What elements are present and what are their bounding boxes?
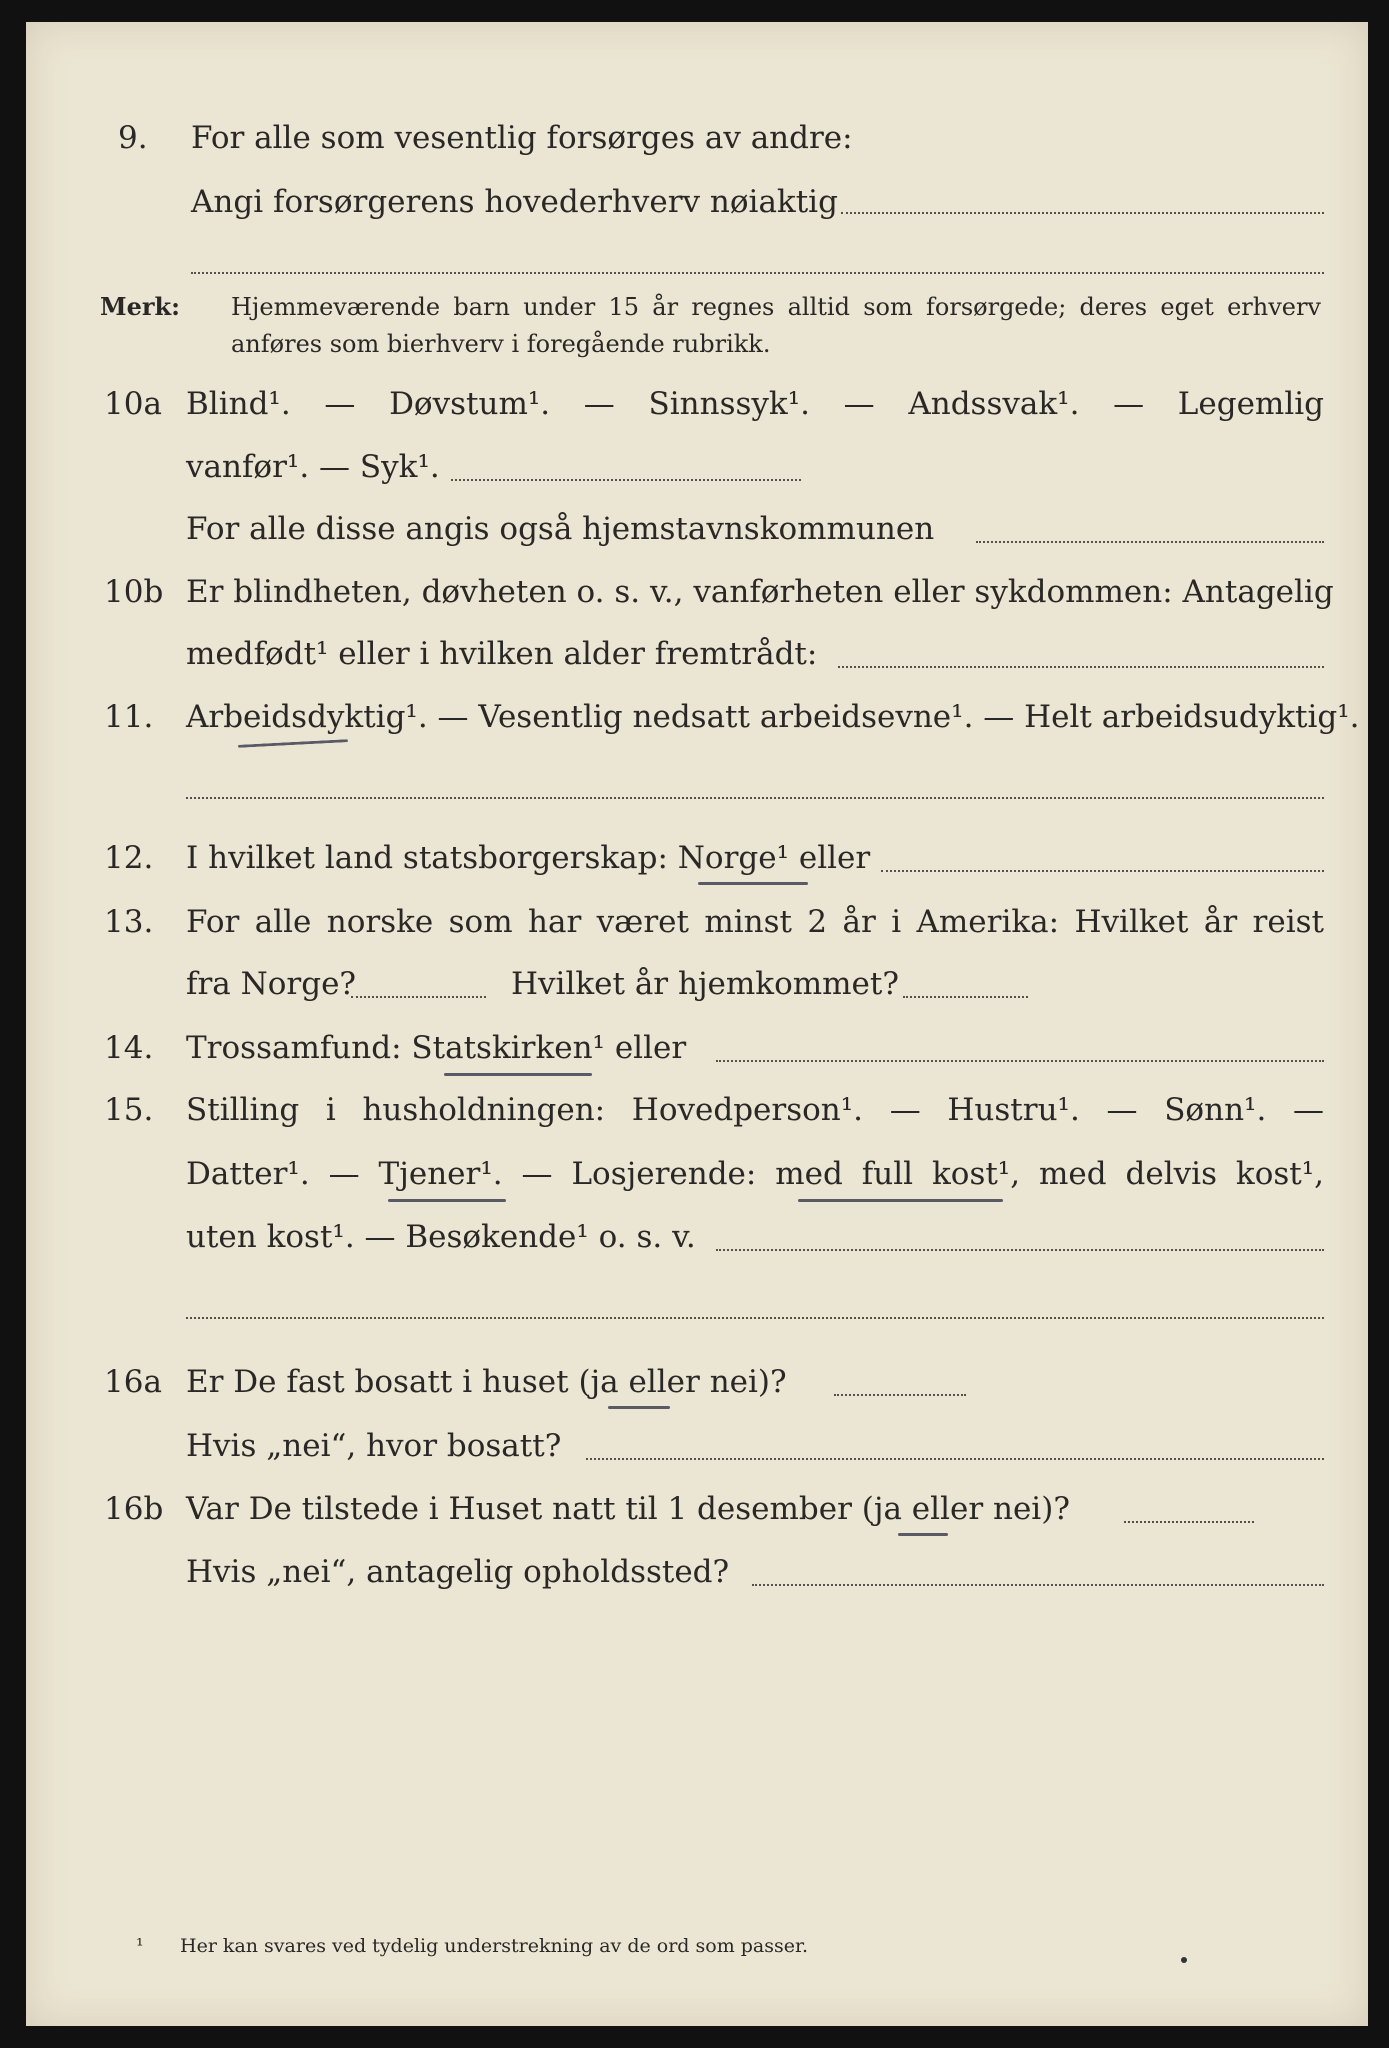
footnote-text: Her kan svares ved tydelig understrekning av de ord som passer. bbox=[180, 1935, 809, 1957]
answer-field-10a[interactable] bbox=[451, 479, 801, 481]
question-number: 9. bbox=[118, 120, 148, 156]
handwritten-underline bbox=[388, 1199, 506, 1202]
question-text: Arbeidsdyktig¹. — Vesentlig nedsatt arbeidsevne¹. — Helt arbeidsudyktig¹. bbox=[186, 699, 1360, 735]
answer-field-13-reist[interactable] bbox=[351, 996, 486, 998]
handwritten-underline bbox=[698, 882, 808, 885]
question-text: Angi forsørgerens hovederhverv nøiaktig bbox=[191, 184, 838, 220]
ink-dot bbox=[1181, 1957, 1187, 1963]
answer-field-16b[interactable] bbox=[1124, 1521, 1254, 1523]
census-form-page bbox=[26, 22, 1368, 2026]
answer-field-10b[interactable] bbox=[838, 666, 1324, 668]
question-text: Datter¹. — Tjener¹. — Losjerende: med full kost¹, med delvis kost¹, bbox=[186, 1156, 1324, 1192]
question-text: uten kost¹. — Besøkende¹ o. s. v. bbox=[186, 1219, 696, 1255]
answer-field-12[interactable] bbox=[881, 870, 1324, 872]
question-number: 15. bbox=[104, 1092, 154, 1128]
answer-field-13-hjemkommet[interactable] bbox=[903, 996, 1028, 998]
answer-field-hjemstavn[interactable] bbox=[976, 541, 1324, 543]
question-text: For alle disse angis også hjemstavnskommunen bbox=[186, 511, 935, 547]
answer-field-9[interactable] bbox=[841, 212, 1324, 214]
question-number: 10b bbox=[104, 574, 164, 610]
answer-field-11[interactable] bbox=[186, 797, 1324, 799]
question-number: 11. bbox=[104, 699, 154, 735]
answer-field-15[interactable] bbox=[716, 1249, 1324, 1251]
answer-field-16a[interactable] bbox=[834, 1394, 966, 1396]
handwritten-underline bbox=[444, 1073, 592, 1076]
question-text: Var De tilstede i Huset natt til 1 desember (ja eller nei)? bbox=[186, 1491, 1070, 1527]
note-text: anføres som bierhverv i foregående rubrikk. bbox=[231, 330, 771, 358]
handwritten-underline bbox=[238, 739, 348, 748]
question-text: Hvis „nei“, hvor bosatt? bbox=[186, 1428, 562, 1464]
question-text: vanfør¹. — Syk¹. bbox=[186, 449, 440, 485]
question-number: 10a bbox=[104, 386, 162, 422]
footnote-mark: ¹ bbox=[136, 1935, 144, 1957]
question-text: Hvilket år hjemkommet? bbox=[511, 966, 899, 1002]
answer-field-14[interactable] bbox=[716, 1060, 1324, 1062]
answer-field-16a-bosatt[interactable] bbox=[586, 1458, 1324, 1460]
question-text: For alle som vesentlig forsørges av andre: bbox=[191, 120, 853, 156]
question-text: medfødt¹ eller i hvilken alder fremtrådt: bbox=[186, 636, 818, 672]
question-text: Stilling i husholdningen: Hovedperson¹. — Hustru¹. — Sønn¹. — bbox=[186, 1092, 1324, 1128]
question-text: Er De fast bosatt i huset (ja eller nei)? bbox=[186, 1364, 787, 1400]
question-text: fra Norge? bbox=[186, 966, 357, 1002]
question-number: 14. bbox=[104, 1030, 154, 1066]
question-text: For alle norske som har været minst 2 år i Amerika: Hvilket år reist bbox=[186, 904, 1324, 940]
question-number: 13. bbox=[104, 904, 154, 940]
answer-field-9-continued[interactable] bbox=[191, 272, 1324, 274]
note-label: Merk: bbox=[100, 292, 180, 321]
answer-field-16b-opholdssted[interactable] bbox=[752, 1584, 1324, 1586]
answer-field-15-continued[interactable] bbox=[186, 1317, 1324, 1319]
handwritten-underline bbox=[798, 1199, 1003, 1202]
question-text: I hvilket land statsborgerskap: Norge¹ eller bbox=[186, 840, 871, 876]
question-text: Blind¹. — Døvstum¹. — Sinnssyk¹. — Andssvak¹. — Legemlig bbox=[186, 386, 1324, 422]
question-number: 16b bbox=[104, 1491, 164, 1527]
question-text: Trossamfund: Statskirken¹ eller bbox=[186, 1030, 687, 1066]
question-text: Er blindheten, døvheten o. s. v., vanførheten eller sykdommen: Antagelig bbox=[186, 574, 1334, 610]
question-number: 16a bbox=[104, 1364, 162, 1400]
note-text: Hjemmeværende barn under 15 år regnes alltid som forsørgede; deres eget erhverv bbox=[231, 293, 1321, 321]
handwritten-underline bbox=[608, 1406, 670, 1409]
handwritten-underline bbox=[898, 1533, 948, 1536]
question-number: 12. bbox=[104, 840, 154, 876]
question-text: Hvis „nei“, antagelig opholdssted? bbox=[186, 1554, 730, 1590]
